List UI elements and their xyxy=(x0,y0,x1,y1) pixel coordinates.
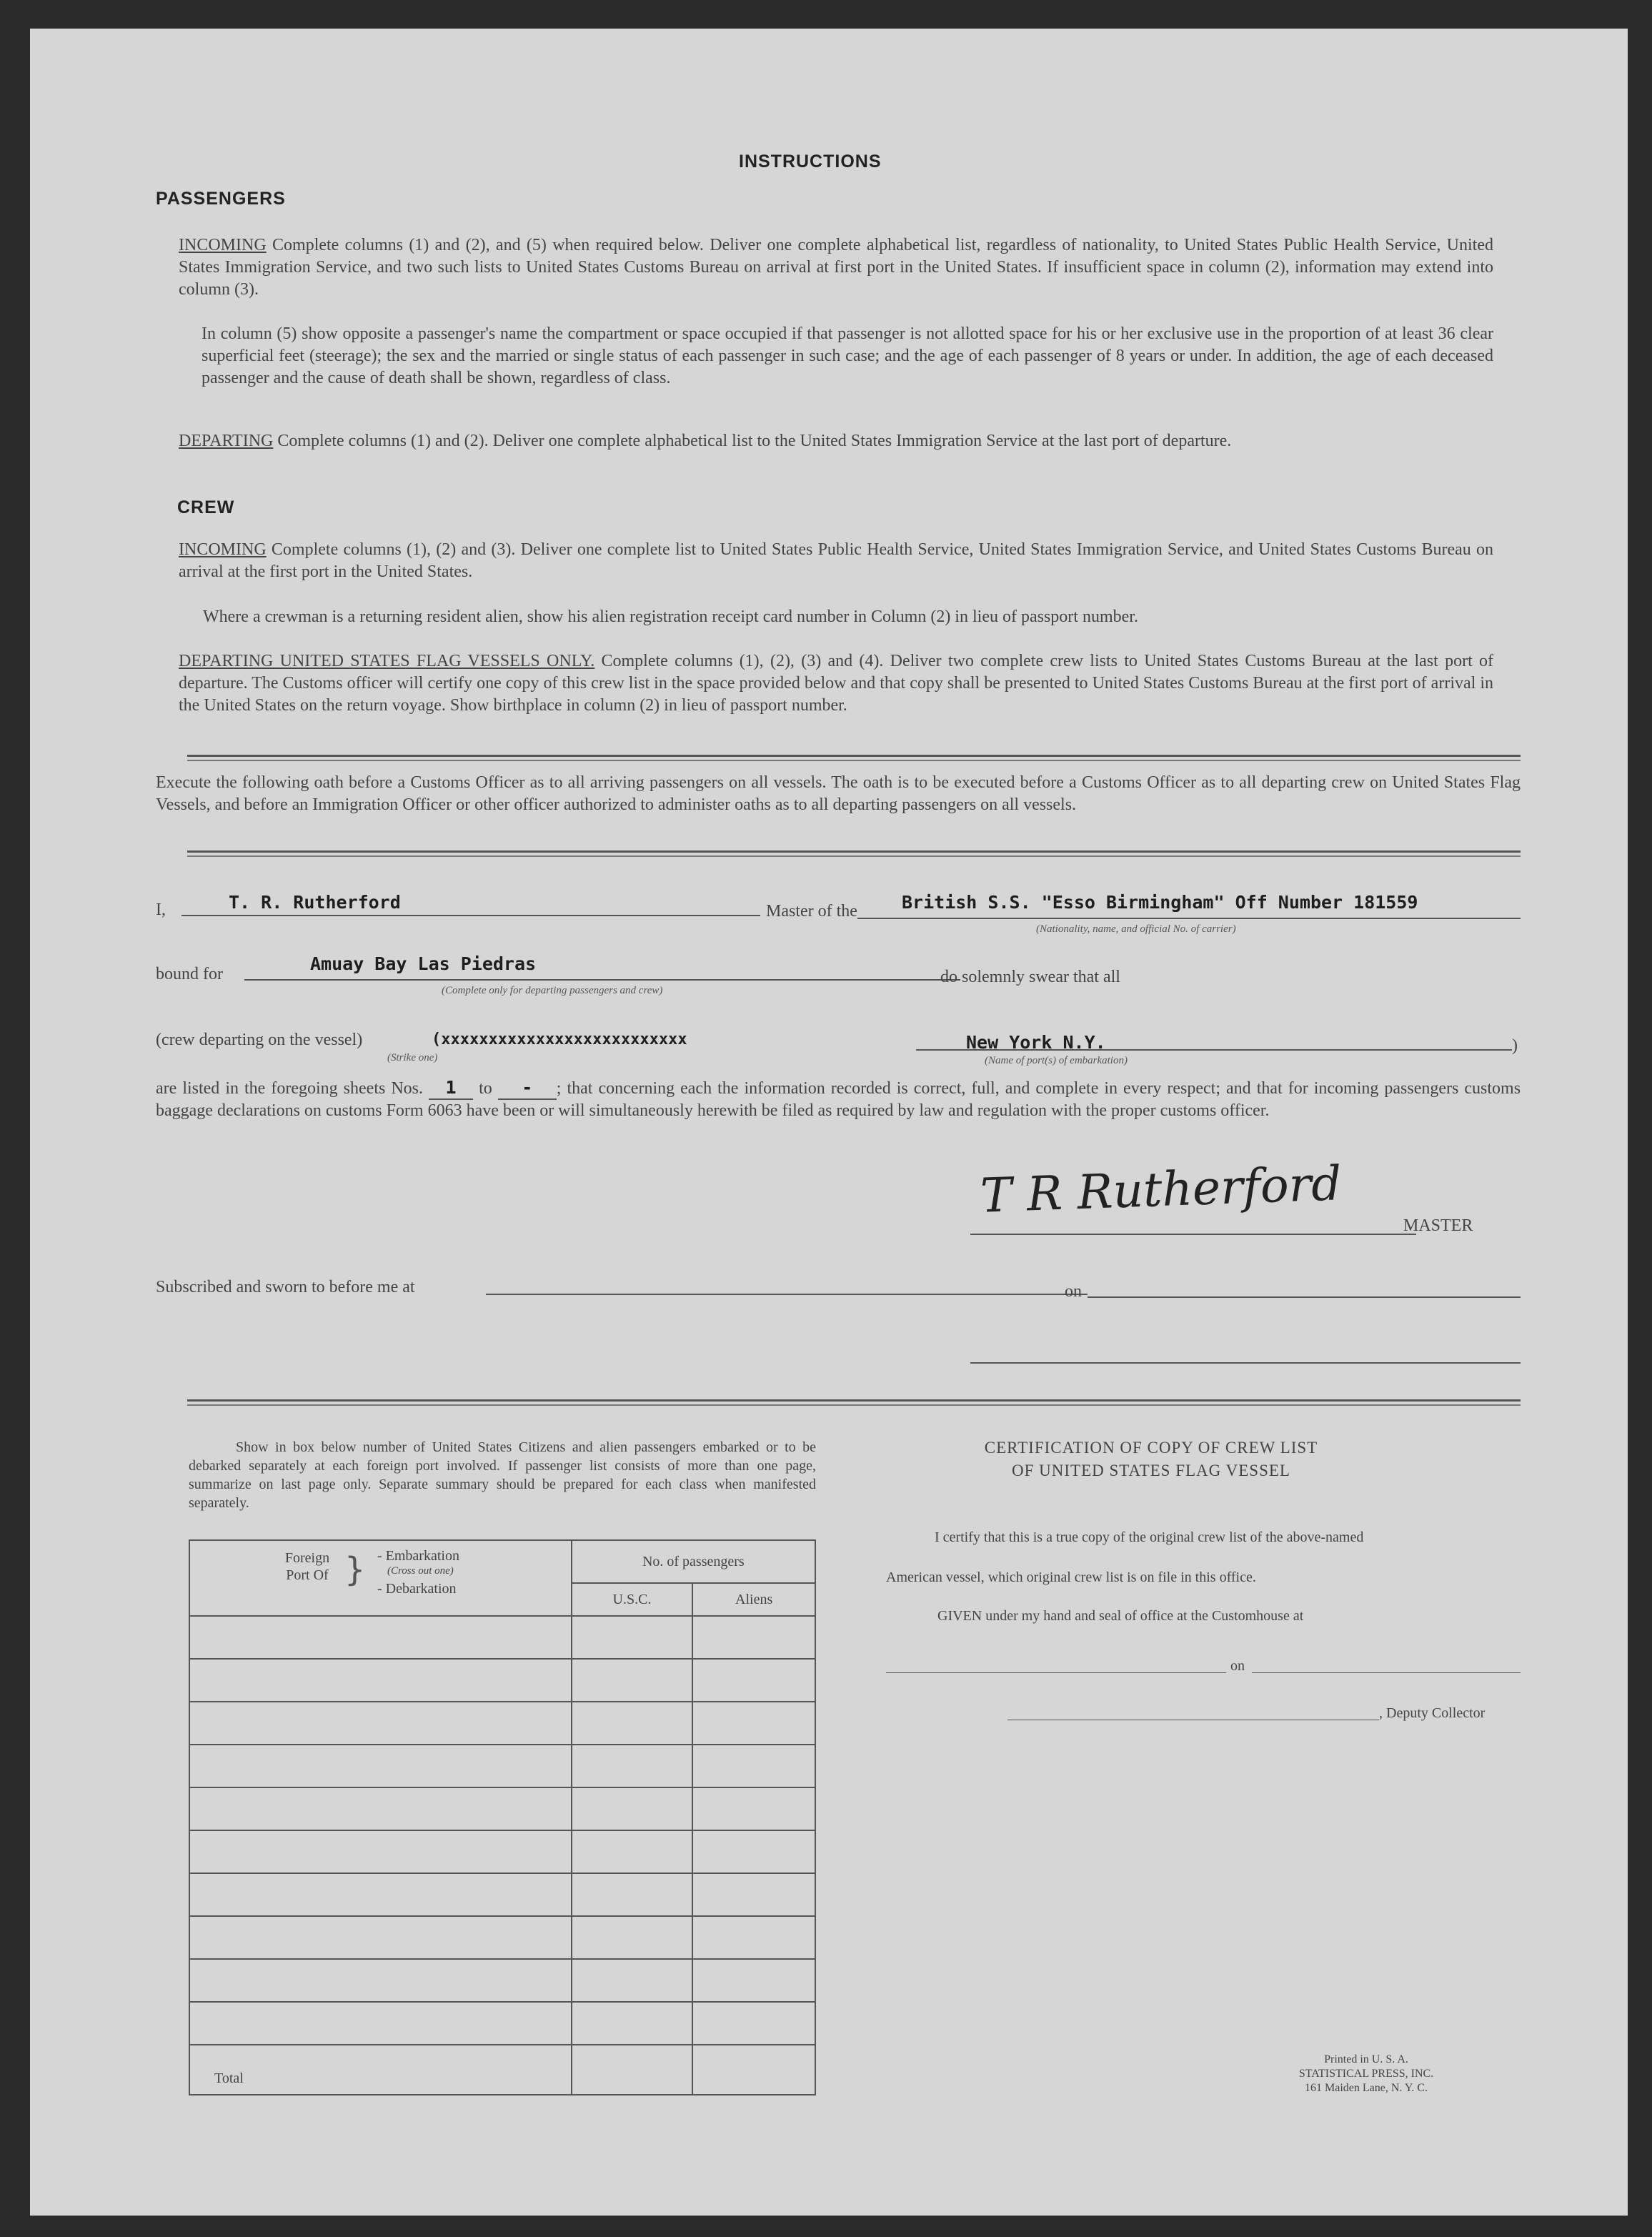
usc-header: U.S.C. xyxy=(572,1583,693,1616)
usc-cell[interactable] xyxy=(572,1659,693,1702)
total-usc-cell[interactable] xyxy=(572,2045,693,2095)
subscribed-on-label: on xyxy=(1065,1282,1082,1301)
swear-label: do solemnly swear that all xyxy=(940,968,1120,986)
printer-line1: Printed in U. S. A. xyxy=(1324,2053,1408,2065)
crew-heading: CREW xyxy=(177,497,235,517)
certification-line1: I certify that this is a true copy of the original crew list of the above-named xyxy=(935,1529,1364,1545)
table-row xyxy=(189,1659,815,1702)
foreign-port-label: Foreign Port Of xyxy=(284,1550,330,1583)
column5-paragraph: In column (5) show opposite a passenger's name the compartment or space occupied if that passenger is not allotted space for his or her exclusive use in the proportion of at least 36 clear superficial feet (steerage); the sex and the married or single status of each passenger in such case; and the age of each passenger of 8 years or under. In addition, the age of each deceased passenger and the cause of death shall be shown, regardless of class. xyxy=(201,324,1493,387)
total-aliens-cell[interactable] xyxy=(692,2045,815,2095)
aliens-cell[interactable] xyxy=(692,1873,815,1916)
port-cell[interactable] xyxy=(189,1916,572,1959)
master-of-label: Master of the xyxy=(766,902,857,921)
master-label: MASTER xyxy=(1403,1216,1473,1235)
aliens-cell[interactable] xyxy=(692,1745,815,1787)
port-cell[interactable] xyxy=(189,1830,572,1873)
bound-for-label: bound for xyxy=(156,965,223,983)
passengers-departing-text: Complete columns (1) and (2). Deliver one complete alphabetical list to the United States Immigration Service at the last port of departure. xyxy=(277,432,1232,450)
table-row xyxy=(189,2002,815,2045)
printer-imprint xyxy=(1259,2053,1473,2095)
master-name-value: T. R. Rutherford xyxy=(229,892,401,913)
embarkation-label: - Embarkation xyxy=(377,1548,459,1564)
struck-text: (xxxxxxxxxxxxxxxxxxxxxxxxxx xyxy=(432,1031,687,1048)
port-caption: (Name of port(s) of embarkation) xyxy=(985,1055,1128,1066)
oath-intro: Execute the following oath before a Customs Officer as to all arriving passengers on all vessels. The oath is to be executed before a Customs Officer as to all departing crew on United States Flag Vessels, and before an Immigration Officer or other officer authorized to administer oaths as to all departing passengers on all vessels. xyxy=(156,773,1521,814)
debarkation-label: - Debarkation xyxy=(377,1581,457,1597)
port-cell[interactable] xyxy=(189,1659,572,1702)
subscribed-place-field xyxy=(486,1294,1088,1295)
sheets-prefix: are listed in the foregoing sheets Nos. xyxy=(156,1079,424,1098)
aliens-cell[interactable] xyxy=(692,1616,815,1659)
table-row xyxy=(189,1702,815,1745)
port-cell[interactable] xyxy=(189,1616,572,1659)
passengers-departing-paragraph xyxy=(179,430,1493,452)
aliens-header: Aliens xyxy=(692,1583,815,1616)
passengers-incoming-paragraph xyxy=(179,234,1493,301)
port-cell[interactable] xyxy=(189,1959,572,2002)
strike-caption: (Strike one) xyxy=(387,1052,438,1063)
usc-cell[interactable] xyxy=(572,1916,693,1959)
aliens-cell[interactable] xyxy=(692,1959,815,2002)
port-cell[interactable] xyxy=(189,1745,572,1787)
summary-instructions: Show in box below number of United States Citizens and alien passengers embarked or to be debarked separately at each foreign port involved. If passenger list consists of more than one page, summarize on last page only. Separate summary should be prepared for each class when manifested separately. xyxy=(189,1439,816,1511)
certification-title-line1: CERTIFICATION OF COPY OF CREW LIST xyxy=(984,1439,1318,1457)
aliens-cell[interactable] xyxy=(692,1659,815,1702)
crew-incoming-label: INCOMING xyxy=(179,540,267,559)
total-row xyxy=(189,2045,815,2095)
crew-departing-text: Complete columns (1), (2), (3) and (4). Deliver two complete crew lists to United States Customs Bureau at the last port of departure. The Customs officer will certify one copy of this crew list in the space provided below and that copy shall be presented to United States Customs Bureau at the first port of arrival in the United States on the return voyage. Show birthplace in column (2) in lieu of passport number. xyxy=(179,652,1493,715)
subscribed-date-field xyxy=(1088,1296,1521,1298)
instructions-heading: INSTRUCTIONS xyxy=(739,152,882,172)
certification-date-field xyxy=(1252,1672,1521,1673)
port-cell[interactable] xyxy=(189,1873,572,1916)
passengers-heading: PASSENGERS xyxy=(156,189,286,209)
crew-alien-paragraph: Where a crewman is a returning resident alien, show his alien registration receipt card number in Column (2) in lieu of passport number. xyxy=(203,607,1138,626)
passengers-incoming-text: Complete columns (1) and (2), and (5) when required below. Deliver one complete alphabetical list, regardless of nationality, to United States Public Health Service, United States Immigration Service, and two such lists to United States Customs Bureau on arrival at first port in the United States. If insufficient space in column (2), information may extend into column (3). xyxy=(179,236,1494,299)
to-label: to xyxy=(479,1079,492,1098)
certification-line2: American vessel, which original crew list is on file in this office. xyxy=(886,1569,1256,1585)
crew-incoming-text: Complete columns (1), (2) and (3). Deliver one complete list to United States Public Health Service, United States Immigration Service, and United States Customs Bureau on arrival at the first port in the United States. xyxy=(179,540,1494,581)
crew-departing-label: (crew departing on the vessel) xyxy=(156,1031,363,1049)
usc-cell[interactable] xyxy=(572,1702,693,1745)
usc-cell[interactable] xyxy=(572,1616,693,1659)
divider-oath xyxy=(187,850,1521,857)
sheets-suffix: ; that concerning each the information recorded is correct, full, and complete in every respect; and that for incoming passengers customs baggage declarations on customs Form 6063 have been or will simultaneously herewith be filed as required by law and regulation with the proper customs officer. xyxy=(156,1079,1521,1120)
oath-i-label: I, xyxy=(156,901,166,919)
divider-bottom xyxy=(187,1399,1521,1406)
crew-incoming-paragraph xyxy=(179,539,1493,583)
vessel-value: British S.S. "Esso Birmingham" Off Number 181559 xyxy=(902,892,1418,913)
aliens-cell[interactable] xyxy=(692,1702,815,1745)
subscribed-label: Subscribed and sworn to before me at xyxy=(156,1278,415,1296)
table-row xyxy=(189,1873,815,1916)
customhouse-field xyxy=(886,1672,1226,1673)
port-value: New York N.Y. xyxy=(966,1032,1106,1053)
oath-sheets-paragraph xyxy=(156,1076,1521,1122)
aliens-cell[interactable] xyxy=(692,2002,815,2045)
table-row xyxy=(189,1745,815,1787)
sheet-from-value: 1 xyxy=(429,1076,473,1100)
port-cell[interactable] xyxy=(189,1702,572,1745)
vessel-field xyxy=(857,918,1521,919)
deputy-collector-label: , Deputy Collector xyxy=(1379,1705,1486,1721)
port-cell[interactable] xyxy=(189,1787,572,1830)
total-label: Total xyxy=(189,2045,572,2095)
table-row xyxy=(189,1959,815,2002)
bound-for-field xyxy=(244,979,960,981)
bound-for-value: Amuay Bay Las Piedras xyxy=(310,953,537,974)
table-row xyxy=(189,1830,815,1873)
crew-departing-paragraph xyxy=(179,650,1493,717)
certification-title-line2: OF UNITED STATES FLAG VESSEL xyxy=(1012,1462,1290,1479)
close-paren: ) xyxy=(1512,1036,1518,1055)
master-signature: T R Rutherford xyxy=(979,1156,1343,1224)
document-page xyxy=(30,29,1628,2216)
aliens-cell[interactable] xyxy=(692,1916,815,1959)
signature-line xyxy=(970,1234,1416,1235)
usc-cell[interactable] xyxy=(572,1830,693,1873)
table-row xyxy=(189,1787,815,1830)
brace-mark: } xyxy=(344,1550,366,1589)
passenger-summary-table xyxy=(189,1539,816,2095)
passengers-departing-label: DEPARTING xyxy=(179,432,274,450)
port-cell[interactable] xyxy=(189,2002,572,2045)
port-header-cell xyxy=(189,1540,572,1616)
vessel-caption: (Nationality, name, and official No. of carrier) xyxy=(1036,923,1236,935)
cross-out-label: (Cross out one) xyxy=(387,1565,454,1577)
aliens-cell[interactable] xyxy=(692,1830,815,1873)
printer-line2: STATISTICAL PRESS, INC. xyxy=(1298,2068,1434,2080)
certification-title xyxy=(856,1437,1446,1482)
no-passengers-header: No. of passengers xyxy=(572,1540,815,1583)
usc-cell[interactable] xyxy=(572,2002,693,2045)
divider-top xyxy=(187,755,1521,761)
officer-signature-field xyxy=(970,1362,1521,1364)
master-name-field xyxy=(181,915,760,916)
sheet-to-value: - xyxy=(498,1076,557,1100)
usc-cell[interactable] xyxy=(572,1787,693,1830)
certification-on-label: on xyxy=(1230,1658,1245,1674)
usc-cell[interactable] xyxy=(572,1959,693,2002)
table-row xyxy=(189,1916,815,1959)
crew-departing-label: DEPARTING UNITED STATES FLAG VESSELS ONLY. xyxy=(179,652,595,670)
usc-cell[interactable] xyxy=(572,1873,693,1916)
usc-cell[interactable] xyxy=(572,1745,693,1787)
aliens-cell[interactable] xyxy=(692,1787,815,1830)
table-row xyxy=(189,1616,815,1659)
passengers-incoming-label: INCOMING xyxy=(179,236,267,254)
printer-line3: 161 Maiden Lane, N. Y. C. xyxy=(1305,2082,1428,2094)
certification-line3: GIVEN under my hand and seal of office at the Customhouse at xyxy=(937,1608,1304,1624)
bound-caption: (Complete only for departing passengers and crew) xyxy=(442,985,663,996)
